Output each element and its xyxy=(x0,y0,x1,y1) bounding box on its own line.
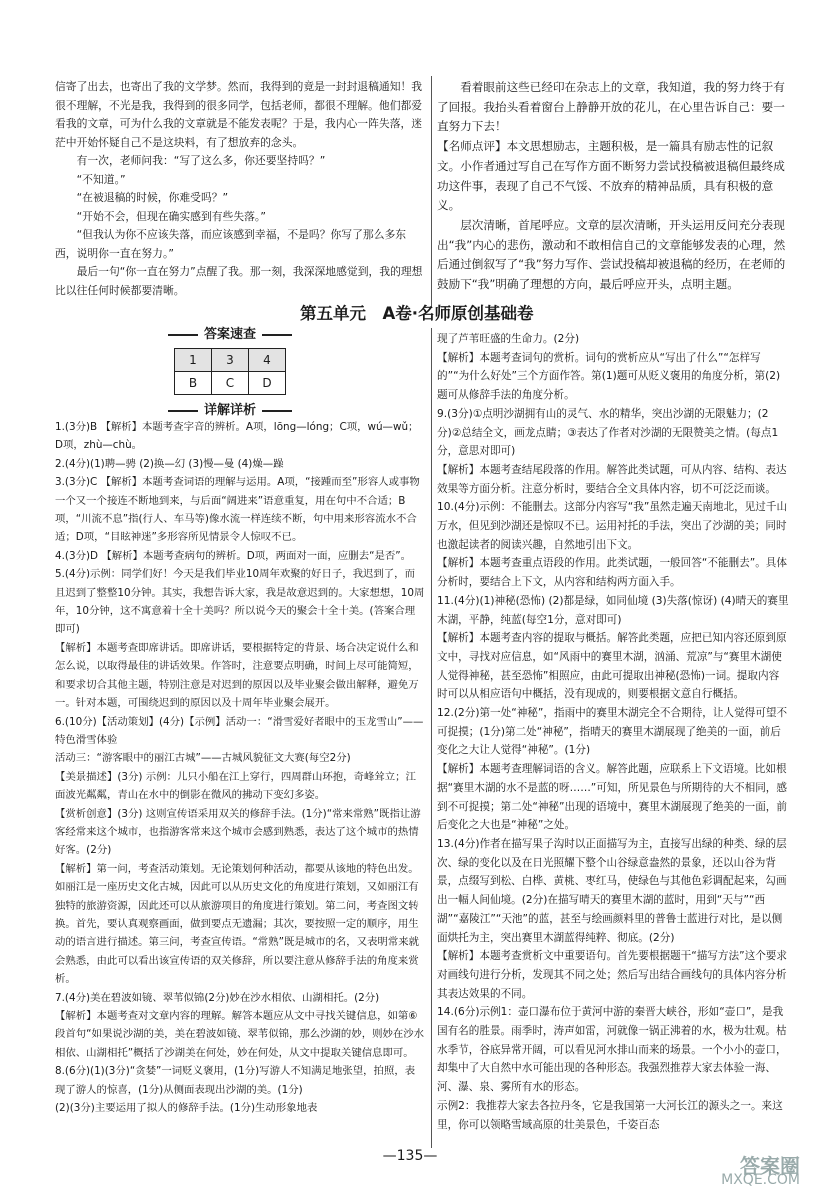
answer-item: 9.(3分)①点明沙湖拥有山的灵气、水的精华，突出沙湖的无限魅力；(2分)②总结全文，画龙点睛；③表达了作者对沙湖的无限赞美之情。(每点1分，意思对即可) xyxy=(437,407,779,458)
answer-table xyxy=(174,348,286,395)
answer-check-heading: 答案速查 xyxy=(155,326,305,344)
paragraph: “但我认为你不应该失落，而应该感到幸福，不是吗？你写了那么多东西，说明你一直在努力。” xyxy=(55,228,407,260)
analysis: 【解析】本题考查赏析文中重要语句。首先要根据题干“描写方法”这个要求对画线句进行分析，发现其不同之处；然后写出结合画线句的具体内容分析其表达效果的不同。 xyxy=(437,950,787,1000)
watermark-logo: 答案圈 xyxy=(740,1154,800,1178)
analysis: 【解析】本题考查重点语段的作用。此类试题，一般回答“不能删去”。具体分析时，要结合上下文，从内容和结构两方面入手。 xyxy=(437,557,787,589)
answer-item: 13.(4分)作者在描写果子沟时以正面描写为主，直接写出绿的种类、绿的层次、绿的变化以及在日光照耀下整个山谷绿意盎然的景象，还以山谷为背景，点缀写到松、白桦、黄桃、枣红马，使绿色与其他色彩调配起来，勾画出一幅人间仙境。(2分)在描写晴天的赛里木湖的蓝时，用到“天与”“西湖”“嘉陵江”“天池”的蓝，甚至与绘画颜料里的普鲁士蓝进行对比，是以侧面烘托为主，突出赛里木湖蓝得纯粹、彻底。(2分) xyxy=(437,837,787,944)
answer-item: 7.(4分)美在碧波如镜、翠苇似锦(2分)妙在沙水相依、山湖相托。(2分) xyxy=(55,991,380,1004)
question-number: 1 xyxy=(175,349,212,372)
analysis: 【解析】本题考查内容的提取与概括。解答此类题，应把已知内容还原到原文中，寻找对应信息，如“风雨中的赛里木湖，汹涌、荒凉”与“赛里木湖使人觉得神秘，甚至恐怖”相照应，由此可提取出神秘(恐怖)一词。提取内容时可以从相应语句中概括，没有现成的，则要根据文意自行概括。 xyxy=(437,632,787,701)
column-divider xyxy=(431,328,432,1148)
paragraph: 信寄了出去，也寄出了我的文学梦。然而，我得到的竟是一封封退稿通知！我很不理解，不光是我，我得到的很多同学，包括老师，都很不理解。他们都爱看我的文章，可为什么我的文章就是不能发表呢？于是，我内心一阵失落，迷茫中开始怀疑自己不是这块料，有了想放弃的念头。 xyxy=(55,80,423,149)
answer-item: 1.(3分)B 【解析】本题考查字音的辨析。A项，lōng—lóng；C项，wú—wǔ；D项，zhù—chù。 xyxy=(55,421,419,452)
analysis: 【解析】本题考查理解词语的含义。解答此题，应联系上下文语境。比如根据“赛里木湖的水不是蓝的呀……”可知，所见景色与所期待的大不相同，感到不可捉摸；第二处“神秘”出现的语境中，赛里木湖展现了绝美的一面，前后变化之大也是“神秘”之处。 xyxy=(437,763,787,832)
answer-item: 5.(4分)示例：同学们好！今天是我们毕业10周年欢聚的好日子，我迟到了，而且迟到了整整10分钟。其实，我想告诉大家，我是故意迟到的。大家想想，10周年，10分钟，这不寓意着十全十美吗？所以说今天的聚会十全十美。(答案合理即可) xyxy=(55,568,425,636)
paragraph: “不知道。” xyxy=(76,172,126,186)
paragraph: “在被退稿的时候，你难受吗？” xyxy=(76,191,229,204)
answer-item: 2.(4分)(1)聘—骋 (2)换—幻 (3)慢—曼 (4)燥—躁 xyxy=(55,457,284,470)
paragraph: 最后一句“你一直在努力”点醒了我。那一刻，我深深地感觉到，我的理想比以往任何时候都要清晰。 xyxy=(55,265,423,297)
analysis: 【解析】第一问，考查活动策划。无论策划何种活动，都要从该地的特色出发。如丽江是一座历史文化古城，因此可以从历史文化的角度进行策划，又如丽江有独特的旅游资源，因此还可以从旅游项目的角度进行策划。第二问，考查图文转换。首先，要认真观察画面，做到要点无遗漏；其次，要按照一定的顺序，用生动的语言进行描述。第三问，考查宣传语。“常熟”既是城市的名，又表明常来就会熟悉，由此可以看出该宣传语的双关修辞，所以要注意从修辞手法的角度来赏析。 xyxy=(55,862,420,986)
answer-item: 6.(10分)【活动策划】(4分)【示例】活动一：“滑雪爱好者眼中的玉龙雪山”——特色滑雪体验 xyxy=(55,715,424,746)
answer-item: 示例2：我推荐大家去各拉丹冬，它是我国第一大河长江的源头之一。来这里，你可以领略雪域高原的壮美景色，千姿百态 xyxy=(437,1099,783,1131)
answer-item: 12.(2分)第一处“神秘”，指雨中的赛里木湖完全不合期待，让人觉得可望不可捉摸；(1分)第二处“神秘”，指晴天的赛里木湖展现了绝美的一面，前后变化之大让人觉得“神秘”。(1分) xyxy=(437,707,788,757)
answer-item: 【美景描述】(3分) 示例：儿只小船在江上穿行，四周群山环抱，奇峰耸立；江面波光粼粼，青山在水中的倒影在微风的拂动下变幻多姿。 xyxy=(55,770,416,802)
unit-title: 第五单元 A卷·名师原创基础卷 xyxy=(300,304,534,323)
question-number: 4 xyxy=(249,349,286,372)
paragraph: 看着眼前这些已经印在杂志上的文章，我知道，我的努力终于有了回报。我抬头看着窗台上静静开放的花儿，在心里告诉自己：要一直努力下去！ xyxy=(437,80,785,134)
analysis: 【解析】本题考查词句的赏析。词句的赏析应从“写出了什么”“怎样写的”“为什么好处”三个方面作答。第(1)题可从贬义褒用的角度分析，第(2)题可从修辞手法的角度分析。 xyxy=(437,351,781,402)
analysis: 【解析】本题考查结尾段落的作用。解答此类试题，可从内容、结构、表达效果等方面分析。注意分析时，要结合全文具体内容，切不可泛泛而谈。 xyxy=(437,463,787,495)
watermark-url: MXQE.COM xyxy=(721,1172,800,1188)
page-number: —135— xyxy=(382,1148,438,1164)
paragraph: “开始不会，但现在确实感到有些失落。” xyxy=(76,209,266,223)
answer-item: 14.(6分)示例1：壶口瀑布位于黄河中游的秦晋大峡谷，形如“壶口”，是我国有名的胜景。雨季时，涛声如雷，河就像一锅正沸着的水，极为壮观。枯水季节，谷底异常开阔，可以看见河水排山而来的场景。一个小小的壶口，却集中了大自然中水可能出现的各种形态。我强烈推荐大家去体验一海、河、瀑、泉、雾所有水的形态。 xyxy=(437,1006,787,1094)
question-number: 3 xyxy=(212,349,249,372)
paragraph: 有一次，老师问我：“写了这么多，你还要坚持吗？” xyxy=(76,154,326,167)
answer-item: 现了芦苇旺盛的生命力。(2分) xyxy=(437,333,580,345)
answer-item: (2)(3分)主要运用了拟人的修辞手法。(1分)生动形象地表 xyxy=(55,1102,318,1115)
right-column-top xyxy=(437,78,789,295)
answer-item: 【赏析创意】(3分) 这则宣传语采用双关的修辞手法。(1分)“常来常熟”既指让游客经常来这个城市，也指游客常来这个城市会感到熟悉，表达了这个城市的热情好客。(2分) xyxy=(55,807,421,857)
paragraph: 层次清晰，首尾呼应。文章的层次清晰，开头运用反问充分表现出“我”内心的悲伤，激动和不敢相信自己的文章能够发表的心理，然后通过倒叙写了“我”努力写作、尝试投稿却被退稿的经历，在老师的鼓励下“我”明确了理想的方向，最后呼应开头，点明主题。 xyxy=(437,217,786,292)
column-divider xyxy=(431,76,432,308)
detail-heading: 详解详析 xyxy=(155,399,305,418)
answer-letter: B xyxy=(175,372,212,395)
answer-item: 4.(3分)D 【解析】本题考查病句的辨析。D项，两面对一面，应删去“是否”。 xyxy=(55,549,412,562)
answer-letter: D xyxy=(249,372,286,395)
answer-item: 8.(6分)(1)(3分)“贪婪”一词贬义褒用，(1分)写游人不知满足地张望，拍照，表现了游人的惊喜，(1分)从侧面表现出沙湖的美。(1分) xyxy=(55,1065,416,1096)
answer-item: 3.(3分)C 【解析】本题考查词语的理解与运用。A项，“接踵而至”形容人或事物一个又一个接连不断地到来，与后面“阔进来”语意重复，用在句中不合适；B项，“川流不息”指(行人、车马等)像水流一样连续不断，句中用来形容流水不合适；D项，“目眩神迷”多形容所见情景令人惊叹不已。 xyxy=(55,476,420,544)
teacher-comment: 【名师点评】本文思想励志，主题积极，是一篇具有励志性的记叙文。小作者通过写自己在写作方面不断努力尝试投稿被退稿但最终成功这件事，表现了自己不气馁、不放弃的精神品质，具有积极的意义。 xyxy=(437,139,785,213)
right-column-answers xyxy=(437,330,789,1134)
answer-item: 10.(4分)示例：不能删去。这部分内容写“我”虽然走遍天南地北，见过千山万水，但见到沙湖还是惊叹不已。运用衬托的手法，突出了沙湖的美；同时也激起读者的阅读兴趣，自然地引出下文。 xyxy=(437,501,788,551)
analysis: 【解析】本题考查对文章内容的理解。解答本题应从文中寻找关键信息，如第⑥段首句“如果说沙湖的美，美在碧波如镜、翠苇似锦，那么沙湖的妙，则妙在沙水相依、山湖相托”概括了沙湖美在何处，妙在何处，从文中提取关键信息即可。 xyxy=(55,1010,425,1059)
left-column-top xyxy=(55,78,425,300)
answer-check-box xyxy=(155,326,305,418)
answer-item: 活动三：“游客眼中的丽江古城”——古城风貌征文大赛(每空2分) xyxy=(55,752,351,765)
analysis: 【解析】本题考查即席讲话。即席讲话，要根据特定的背景、场合决定说什么和怎么说，以取得最佳的讲话效果。作答时，注意要点明确，时间上尽可能简短，和要求切合其他主题，特别注意是对迟到的原因以及毕业聚会做出解释，避免万一。针对本题，可围绕迟到的原因以及十周年毕业聚会展开。 xyxy=(55,641,419,710)
answer-item: 11.(4分)(1)神秘(恐怖) (2)都是绿，如同仙境 (3)失落(惊讶) (4)晴天的赛里木湖，平静，纯蓝(每空1分，意对即可) xyxy=(437,594,789,626)
left-column-answers xyxy=(55,418,425,1117)
answer-letter: C xyxy=(212,372,249,395)
